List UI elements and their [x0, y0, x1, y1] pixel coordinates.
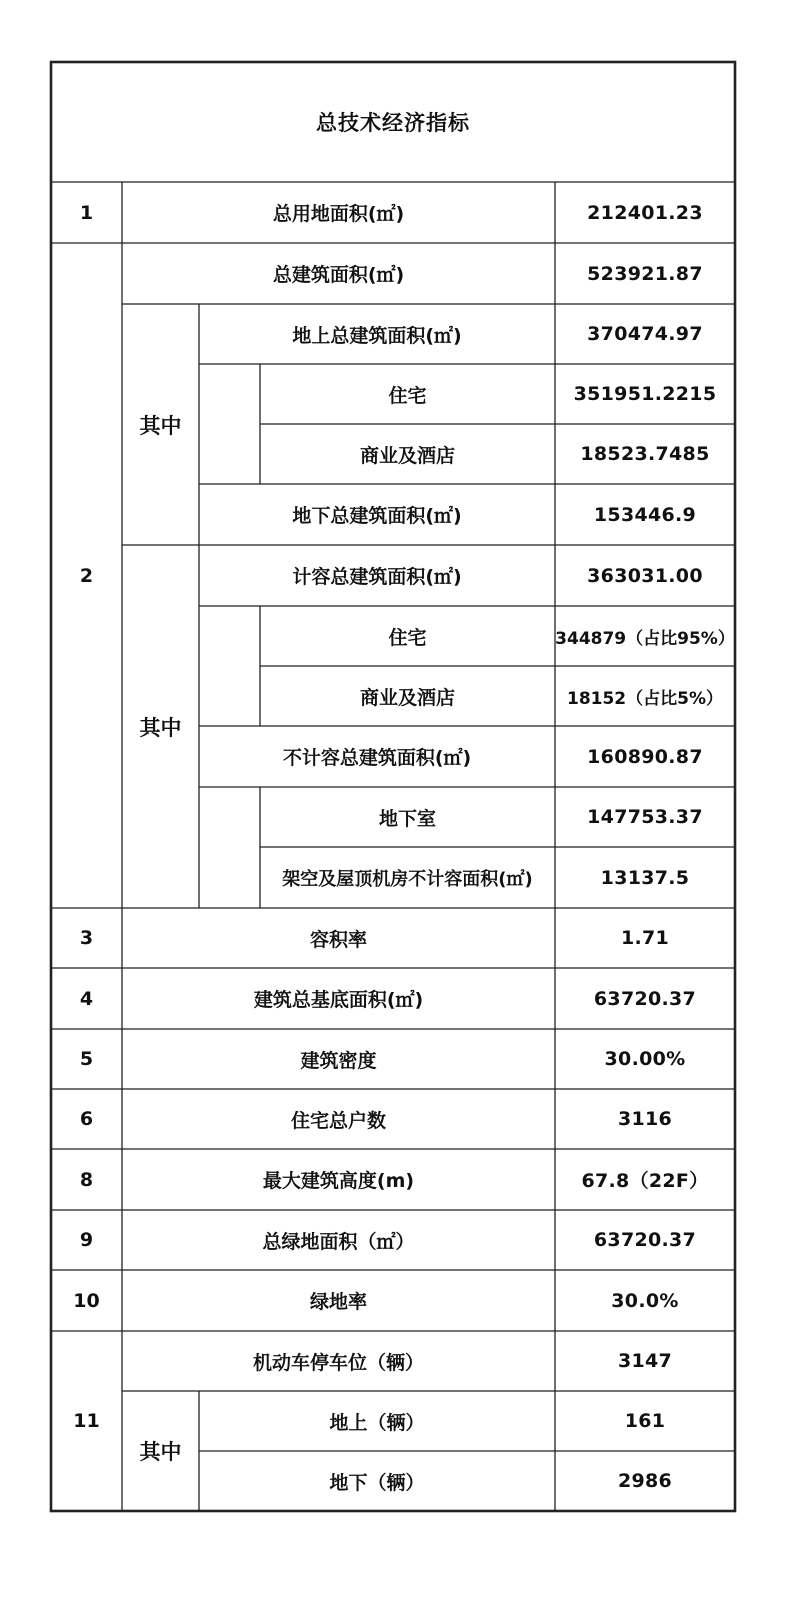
item-label: 最大建筑高度(m) — [262, 1170, 415, 1192]
item-value: 344879（占比95%） — [555, 628, 735, 649]
item-value: 30.0% — [611, 1289, 679, 1312]
item-value: 13137.5 — [600, 866, 690, 889]
item-label: 地下（辆） — [329, 1471, 425, 1494]
item-value: 351951.2215 — [573, 383, 717, 405]
item-label: 地上总建筑面积(㎡) — [292, 324, 462, 347]
item-value: 153446.9 — [593, 503, 697, 526]
item-value: 161 — [624, 1410, 666, 1432]
item-label: 总建筑面积(㎡) — [272, 264, 405, 286]
subgroup-label: 其中 — [139, 1440, 182, 1464]
item-label: 地下总建筑面积(㎡) — [292, 505, 462, 527]
item-value: 363031.00 — [587, 564, 703, 587]
row-number: 3 — [79, 927, 94, 949]
item-value: 147753.37 — [587, 806, 703, 828]
item-label: 容积率 — [309, 928, 367, 951]
row-number: 4 — [79, 987, 94, 1010]
item-value: 18152（占比5%） — [566, 688, 723, 709]
item-value: 523921.87 — [587, 262, 703, 285]
item-value: 160890.87 — [587, 745, 703, 768]
row-number: 1 — [79, 201, 94, 224]
item-label: 商业及酒店 — [359, 686, 455, 709]
item-label: 住宅总户数 — [290, 1109, 386, 1132]
row-number: 8 — [79, 1168, 94, 1191]
item-label: 架空及屋顶机房不计容面积(㎡) — [282, 868, 533, 890]
row-number: 5 — [79, 1048, 94, 1070]
item-label: 住宅 — [388, 384, 427, 407]
item-label: 地上（辆） — [329, 1411, 425, 1434]
row-number: 2 — [79, 564, 94, 587]
item-label: 不计容总建筑面积(㎡) — [282, 747, 472, 769]
row-number: 9 — [79, 1229, 94, 1251]
item-label: 总用地面积(㎡) — [272, 203, 405, 225]
item-label: 总绿地面积（㎡） — [262, 1230, 415, 1253]
item-value: 2986 — [617, 1470, 673, 1492]
subgroup-label: 其中 — [139, 715, 182, 740]
item-value: 30.00% — [604, 1048, 686, 1070]
item-value: 18523.7485 — [580, 443, 710, 465]
item-value: 212401.23 — [587, 201, 703, 224]
item-value: 63720.37 — [593, 1229, 697, 1251]
item-value: 1.71 — [620, 927, 670, 949]
subgroup-label: 其中 — [139, 413, 182, 438]
item-label: 地下室 — [378, 807, 436, 830]
item-value: 67.8（22F） — [581, 1170, 709, 1192]
item-value: 63720.37 — [593, 987, 697, 1010]
table-title: 总技术经济指标 — [316, 111, 470, 135]
item-label: 绿地率 — [309, 1291, 367, 1313]
item-value: 3147 — [617, 1350, 673, 1372]
item-label: 建筑总基底面积(㎡) — [253, 989, 424, 1011]
row-number: 11 — [73, 1410, 100, 1432]
row-number: 10 — [73, 1289, 100, 1312]
row-number: 6 — [79, 1108, 94, 1130]
item-label: 机动车停车位（辆） — [252, 1351, 424, 1374]
item-label: 计容总建筑面积(㎡) — [292, 566, 462, 588]
item-label: 建筑密度 — [300, 1049, 377, 1072]
item-value: 370474.97 — [587, 323, 703, 345]
item-label: 商业及酒店 — [359, 444, 455, 467]
item-value: 3116 — [617, 1108, 673, 1130]
item-label: 住宅 — [388, 626, 427, 649]
